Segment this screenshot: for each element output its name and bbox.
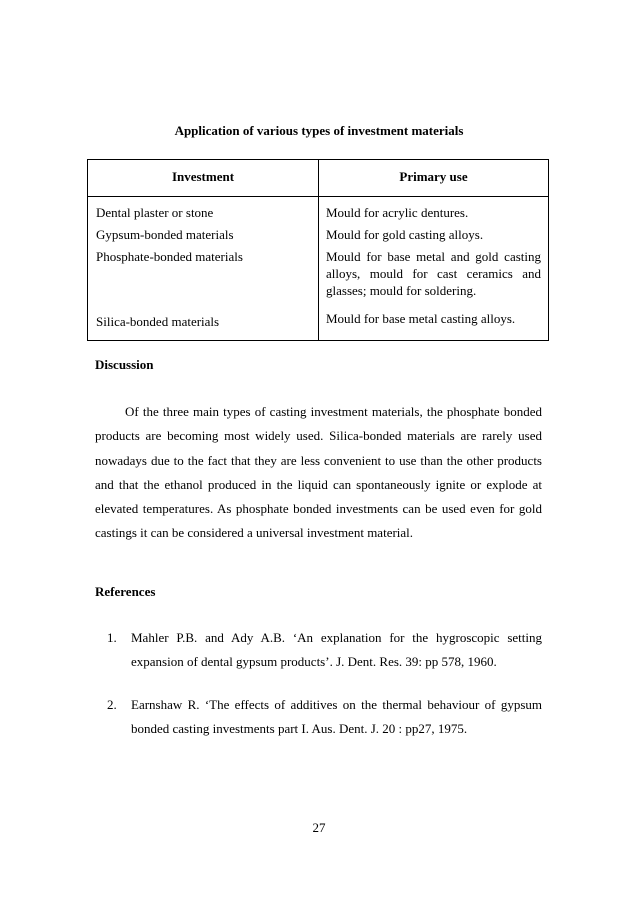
cell-use-3: Mould for base metal and gold casting alloys, mould for cast ceramics and glasses; mould for soldering. [326,249,541,298]
reference-item [107,693,542,741]
reference-number: 1. [107,630,117,645]
table-column-divider [318,160,319,340]
header-investment: Investment [171,169,235,184]
cell-investment-4: Silica-bonded materials [96,314,220,329]
investment-table [87,159,549,341]
cell-use-2: Mould for gold casting alloys. [326,227,484,242]
cell-use-1: Mould for acrylic dentures. [326,205,469,220]
cell-use-4: Mould for base metal casting alloys. [326,311,516,326]
cell-investment-1: Dental plaster or stone [96,205,214,220]
page-number: 27 [312,820,326,835]
table-title: Application of various types of investment materials [174,123,464,138]
reference-text: Mahler P.B. and Ady A.B. ‘An explanation for the hygroscopic setting expansion of dental gypsum products’. J. Dent. Res. 39: pp 578, 1960. [131,630,542,669]
discussion-paragraph: Of the three main types of casting investment materials, the phosphate bonded products are becoming most widely used. Silica-bonded materials are rarely used nowadays due to the fact that they are less convenient to use than the other products and that the ethanol produced in the liquid can spontaneously ignite or explode at elevated temperatures. As phosphate bonded investments can be used even for gold castings it can be considered a universal investment material. [95,404,542,541]
references-heading: References [95,584,156,599]
cell-investment-3: Phosphate-bonded materials [96,249,243,264]
table-header-divider [88,196,548,197]
reference-text: Earnshaw R. ‘The effects of additives on the thermal behaviour of gypsum bonded casting investments part I. Aus. Dent. J. 20 : pp27, 1975. [131,697,542,736]
discussion-heading: Discussion [95,357,154,372]
cell-investment-2: Gypsum-bonded materials [96,227,234,242]
header-primary-use: Primary use [399,169,468,184]
reference-item [107,626,542,674]
reference-number: 2. [107,697,117,712]
